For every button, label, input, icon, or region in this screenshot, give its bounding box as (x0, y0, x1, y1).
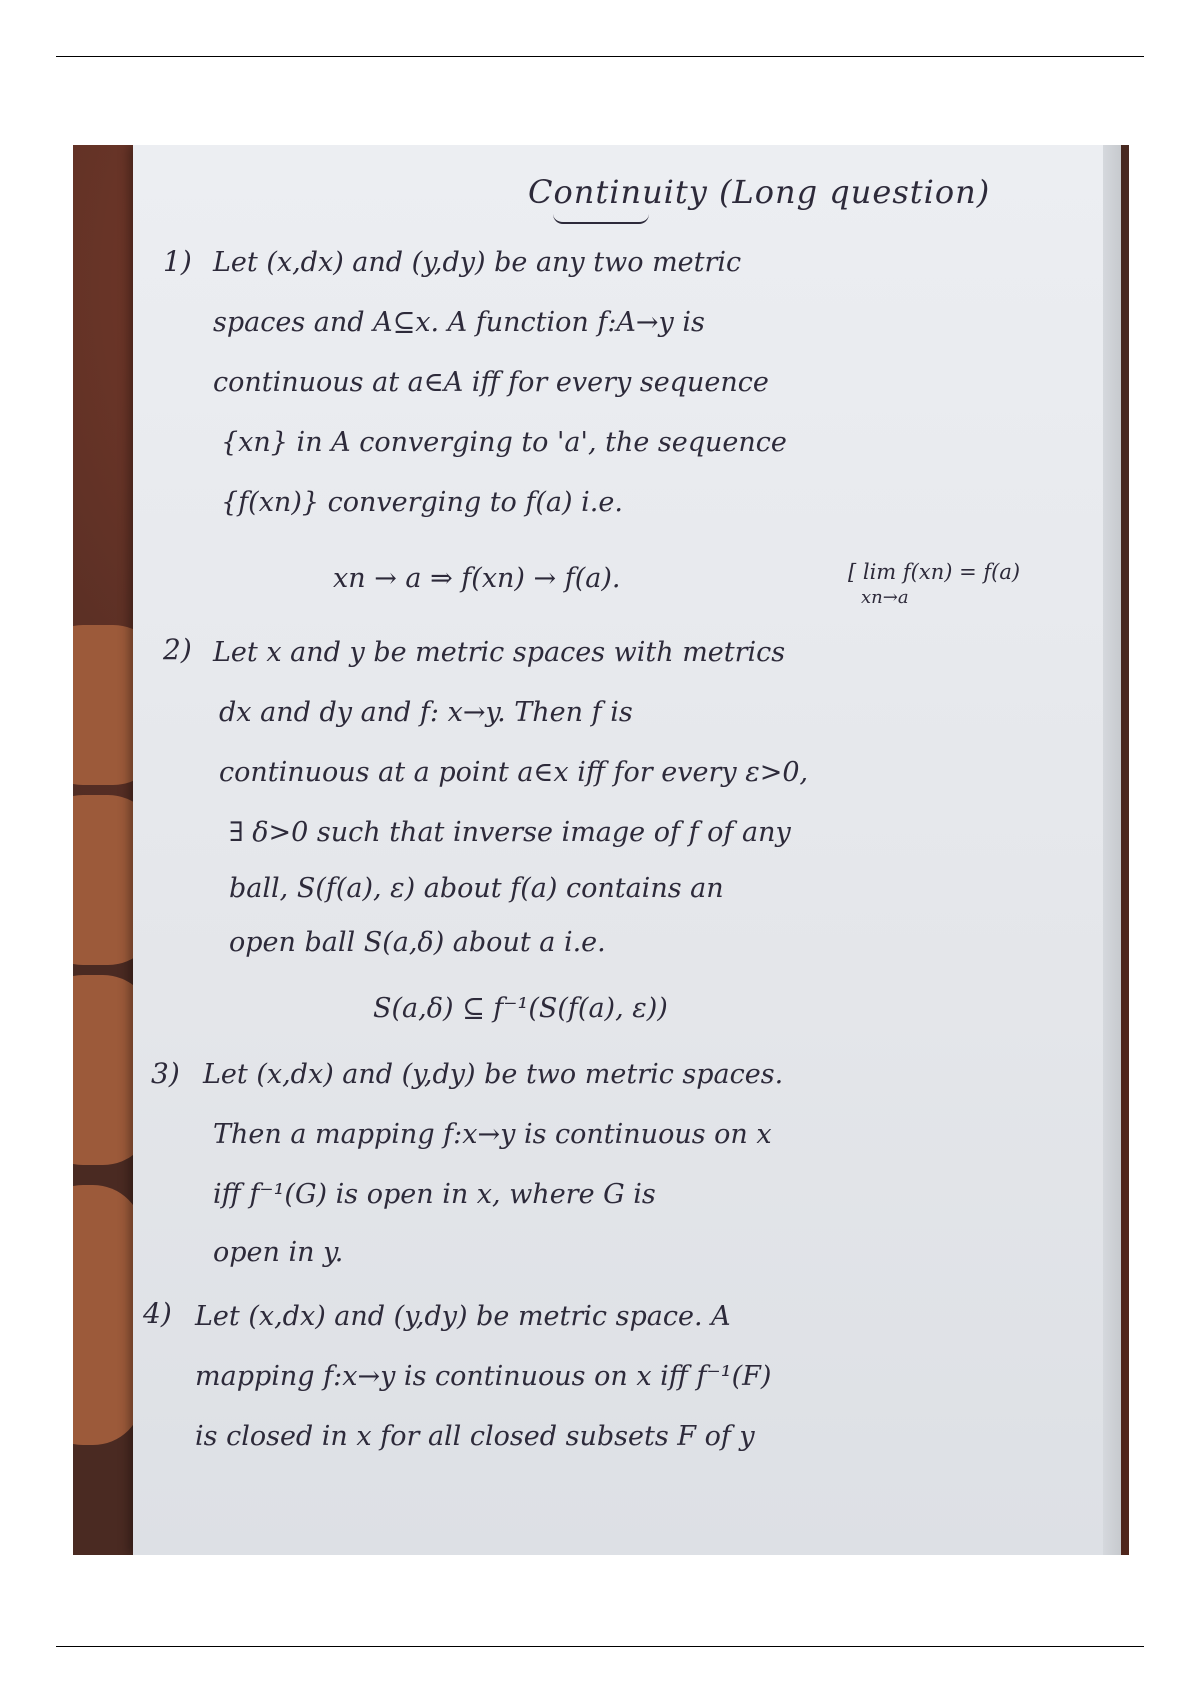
item-1-line-4: {xn} in A converging to 'a', the sequence (221, 427, 787, 458)
notes-title: Continuity (Long question) (528, 173, 991, 211)
top-rule (56, 56, 1144, 57)
item-4-number: 4) (143, 1297, 172, 1330)
item-3-line-3: iff f⁻¹(G) is open in x, where G is (213, 1179, 656, 1210)
item-2-line-1: Let x and y be metric spaces with metrics (213, 637, 786, 668)
item-3-line-2: Then a mapping f:x→y is continuous on x (213, 1119, 772, 1150)
item-2-line-2: dx and dy and f: x→y. Then f is (219, 697, 633, 728)
item-2-line-6: open ball S(a,δ) about a i.e. (229, 927, 606, 958)
item-2-line-4: ∃ δ>0 such that inverse image of f of any (229, 817, 791, 848)
item-4-line-1: Let (x,dx) and (y,dy) be metric space. A (195, 1301, 731, 1332)
item-3-number: 3) (151, 1057, 180, 1090)
item-1-line-2: spaces and A⊆x. A function f:A→y is (213, 307, 705, 338)
item-2-line-3: continuous at a point a∈x iff for every ε>0, (219, 757, 809, 788)
handwritten-notes (133, 145, 1121, 1555)
item-4-line-3: is closed in x for all closed subsets F of y (195, 1421, 755, 1452)
item-1-number: 1) (163, 245, 192, 278)
item-1-side-formula-sub: xn→a (861, 587, 909, 608)
item-3-line-4: open in y. (213, 1237, 344, 1268)
item-3-line-1: Let (x,dx) and (y,dy) be two metric spaces. (203, 1059, 784, 1090)
item-2-number: 2) (163, 633, 192, 666)
item-1-line-1: Let (x,dx) and (y,dy) be any two metric (213, 247, 742, 278)
item-1-line-5: {f(xn)} converging to f(a) i.e. (221, 487, 623, 518)
notebook-page (133, 145, 1121, 1555)
item-1-formula: xn → a ⇒ f(xn) → f(a). (333, 563, 621, 594)
item-1-side-formula: [ lim f(xn) = f(a) (848, 560, 1021, 584)
item-1-line-3: continuous at a∈A iff for every sequence (213, 367, 769, 398)
item-2-line-5: ball, S(f(a), ε) about f(a) contains an (229, 873, 724, 904)
title-underline (553, 214, 649, 224)
item-2-formula: S(a,δ) ⊆ f⁻¹(S(f(a), ε)) (373, 993, 668, 1024)
item-4-line-2: mapping f:x→y is continuous on x iff f⁻¹(F) (195, 1361, 772, 1392)
notebook-photo (73, 145, 1129, 1555)
bottom-rule (56, 1646, 1144, 1647)
